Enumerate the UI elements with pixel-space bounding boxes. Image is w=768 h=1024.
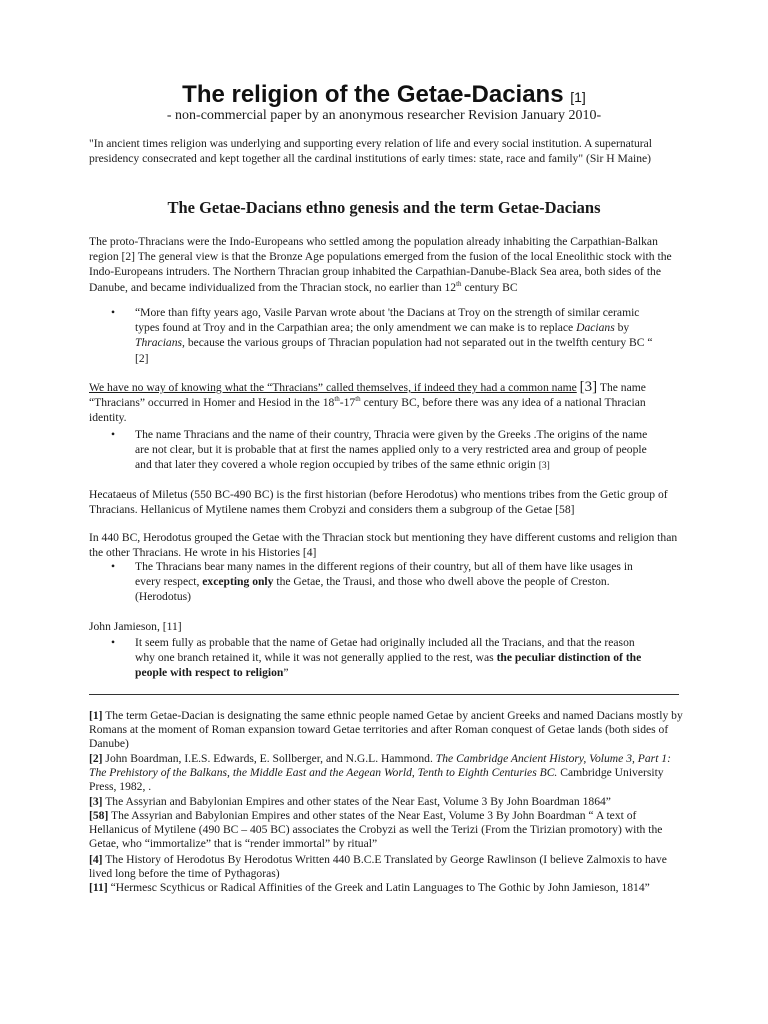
bullet-jamieson-quote <box>135 635 657 681</box>
bullet-parvan-quote <box>135 305 657 366</box>
italic-term: Thracians, <box>135 336 185 350</box>
paragraph-text: The proto-Thracians were the Indo-Europeans who settled among the population already inhabiting the Carpathian-Balkan region [2] The general view is that the Bronze Age populations emerged from the fusion of the local Eneolithic stock with the Indo-Europeans intruders. The Northern Thracian group inhabited the Carpathian-Danube-Black Sea area, both sides of the Danube, and became individualized from the Thracian stock, no earlier than 12 <box>89 235 672 294</box>
footnote-label[interactable]: [1] <box>89 709 103 722</box>
bullet-icon: • <box>111 636 116 649</box>
footnote-label[interactable]: [3] <box>89 795 103 808</box>
footnote-3 <box>89 795 685 809</box>
title-text: The religion of the Getae-Dacians <box>182 81 564 108</box>
bullet-text-part: ” <box>283 666 289 680</box>
bullet-icon: • <box>111 428 116 441</box>
footnote-4 <box>89 853 685 881</box>
bullet-thracia-origin <box>135 427 657 475</box>
paragraph-text: -17 <box>339 396 356 410</box>
bullet-text: The name Thracians and the name of their country, Thracia were given by the Greeks .The origins of the name are not clear, but it is probable that at first the names applied only to a very restricted area and group of people and that later they covered a whole region occupied by tribes of the same ethnic origin <box>135 428 648 472</box>
footnote-ref[interactable]: [3] <box>579 379 598 395</box>
bullet-icon: • <box>111 306 116 319</box>
bullet-text-part: It seem fully as probable that the name of Getae had originally included all the Tracians, and that the reason why one branch retained it, while it was not generally applied to the rest, was <box>135 636 635 665</box>
section-heading: The Getae-Dacians ethno genesis and the term Getae-Dacians <box>167 198 601 217</box>
bold-phrase: excepting only <box>202 575 274 589</box>
opening-quote: "In ancient times religion was underlying and supporting every relation of life and every social institution. A supernatural presidency consecrated and kept together all the cardinal institutions of early times: state, race and family" (Sir H Maine) <box>89 137 653 166</box>
paragraph-thracian-name <box>89 380 685 426</box>
bullet-text-part: the Getae, the Trausi, and those who dwell above the people of Creston. (Herodotus) <box>135 575 610 604</box>
footnote-text: John Boardman, I.E.S. Edwards, E. Sollberger, and N.G.L. Hammond. <box>102 752 436 765</box>
superscript: th <box>355 395 361 404</box>
underlined-statement: We have no way of knowing what the “Thracians” called themselves, if indeed they had a common name <box>89 381 577 394</box>
footnote-1 <box>89 709 685 752</box>
footnote-label[interactable]: [11] <box>89 881 108 894</box>
footnote-text: The History of Herodotus By Herodotus Written 440 B.C.E Translated by George Rawlinson (I believe Zalmoxis to have lived long before the time of Pythagoras) <box>89 853 667 881</box>
bullet-herodotus-quote <box>135 559 657 605</box>
paragraph-tail: century BC <box>464 280 518 294</box>
footnote-2 <box>89 752 685 795</box>
document-subtitle: - non-commercial paper by an anonymous researcher Revision January 2010- <box>166 108 602 123</box>
bullet-text-part: “More than fifty years ago, Vasile Parvan wrote about 'the Dacians at Troy on the strength of similar ceramic types found at Troy and in the Carpathian area; the only amendment we can make is to replace <box>135 306 640 335</box>
footnote-text: The Assyrian and Babylonian Empires and other states of the Near East, Volume 3 By John Boardman “ A text of Hellanicus of Mytilene (490 BC – 405 BC) associates the Crobyzi as well the Terizi (From the Tirizian promotory) with the Getae, who “immortalize” that is “render immortal” by ritual” <box>89 809 663 851</box>
bullet-text-part: because the various groups of Thracian population had not separated out in the twelfth century BC “ [2] <box>135 336 653 365</box>
footnote-divider <box>89 694 679 695</box>
paragraph-herodotus: In 440 BC, Herodotus grouped the Getae with the Thracian stock but mentioning they have different customs and religion than the other Thracians. He wrote in his Histories [4] <box>89 531 678 560</box>
footnote-text: “Hermesc Scythicus or Radical Affinities of the Greek and Latin Languages to The Gothic by John Jamieson, 1814” <box>107 881 650 894</box>
paragraph-text: The name “Thracians” occurred in Homer and Hesiod in the 18 <box>89 381 646 410</box>
footnote-text: The term Getae-Dacian is designating the same ethnic people named Getae by ancient Greeks and named Dacians mostly by Romans at the moment of Roman expansion toward Getae territories and after Roman conquest of Getae lands (both sides of Danube) <box>89 709 683 751</box>
paragraph-hecataeus: Hecataeus of Miletus (550 BC-490 BC) is the first historian (before Herodotus) who mentions tribes from the Getic group of Thracians. Hellanicus of Mytilene names them Crobyzi and considers them a subgroup of the Getae [58] <box>89 488 668 517</box>
bullet-text-part: The Thracians bear many names in the different regions of their country, but all of them have like usages in every respect, <box>135 560 633 589</box>
paragraph-jamieson: John Jamieson, [11] <box>89 620 182 633</box>
bullet-icon: • <box>111 560 116 573</box>
footnote-11 <box>89 881 685 895</box>
footnote-label[interactable]: [4] <box>89 853 103 866</box>
footnote-label[interactable]: [58] <box>89 809 109 822</box>
bullet-text-part: by <box>614 321 630 335</box>
title-footnote-ref[interactable]: [1] <box>570 89 586 105</box>
paragraph-proto-thracians <box>89 234 685 295</box>
citation-title: The Cambridge Ancient History, Volume 3, Part 1: The Prehistory of the Balkans, the Middle East and the Aegean World, Tenth to Eighth Centuries BC. <box>89 752 671 780</box>
bold-phrase: the peculiar distinction of the people with respect to religion <box>135 651 642 680</box>
paragraph-text: century BC, before there was any idea of a national Thracian identity. <box>89 396 646 425</box>
superscript: th <box>456 279 462 288</box>
italic-term: Dacians <box>576 321 615 335</box>
footnote-text: Cambridge University Press, 1982, . <box>89 766 664 794</box>
footnote-ref[interactable]: [3] <box>538 461 550 472</box>
footnote-58 <box>89 809 685 852</box>
footnote-label[interactable]: [2] <box>89 752 103 765</box>
superscript: th <box>334 395 340 404</box>
footnote-text: The Assyrian and Babylonian Empires and other states of the Near East, Volume 3 By John Boardman 1864” <box>102 795 611 808</box>
